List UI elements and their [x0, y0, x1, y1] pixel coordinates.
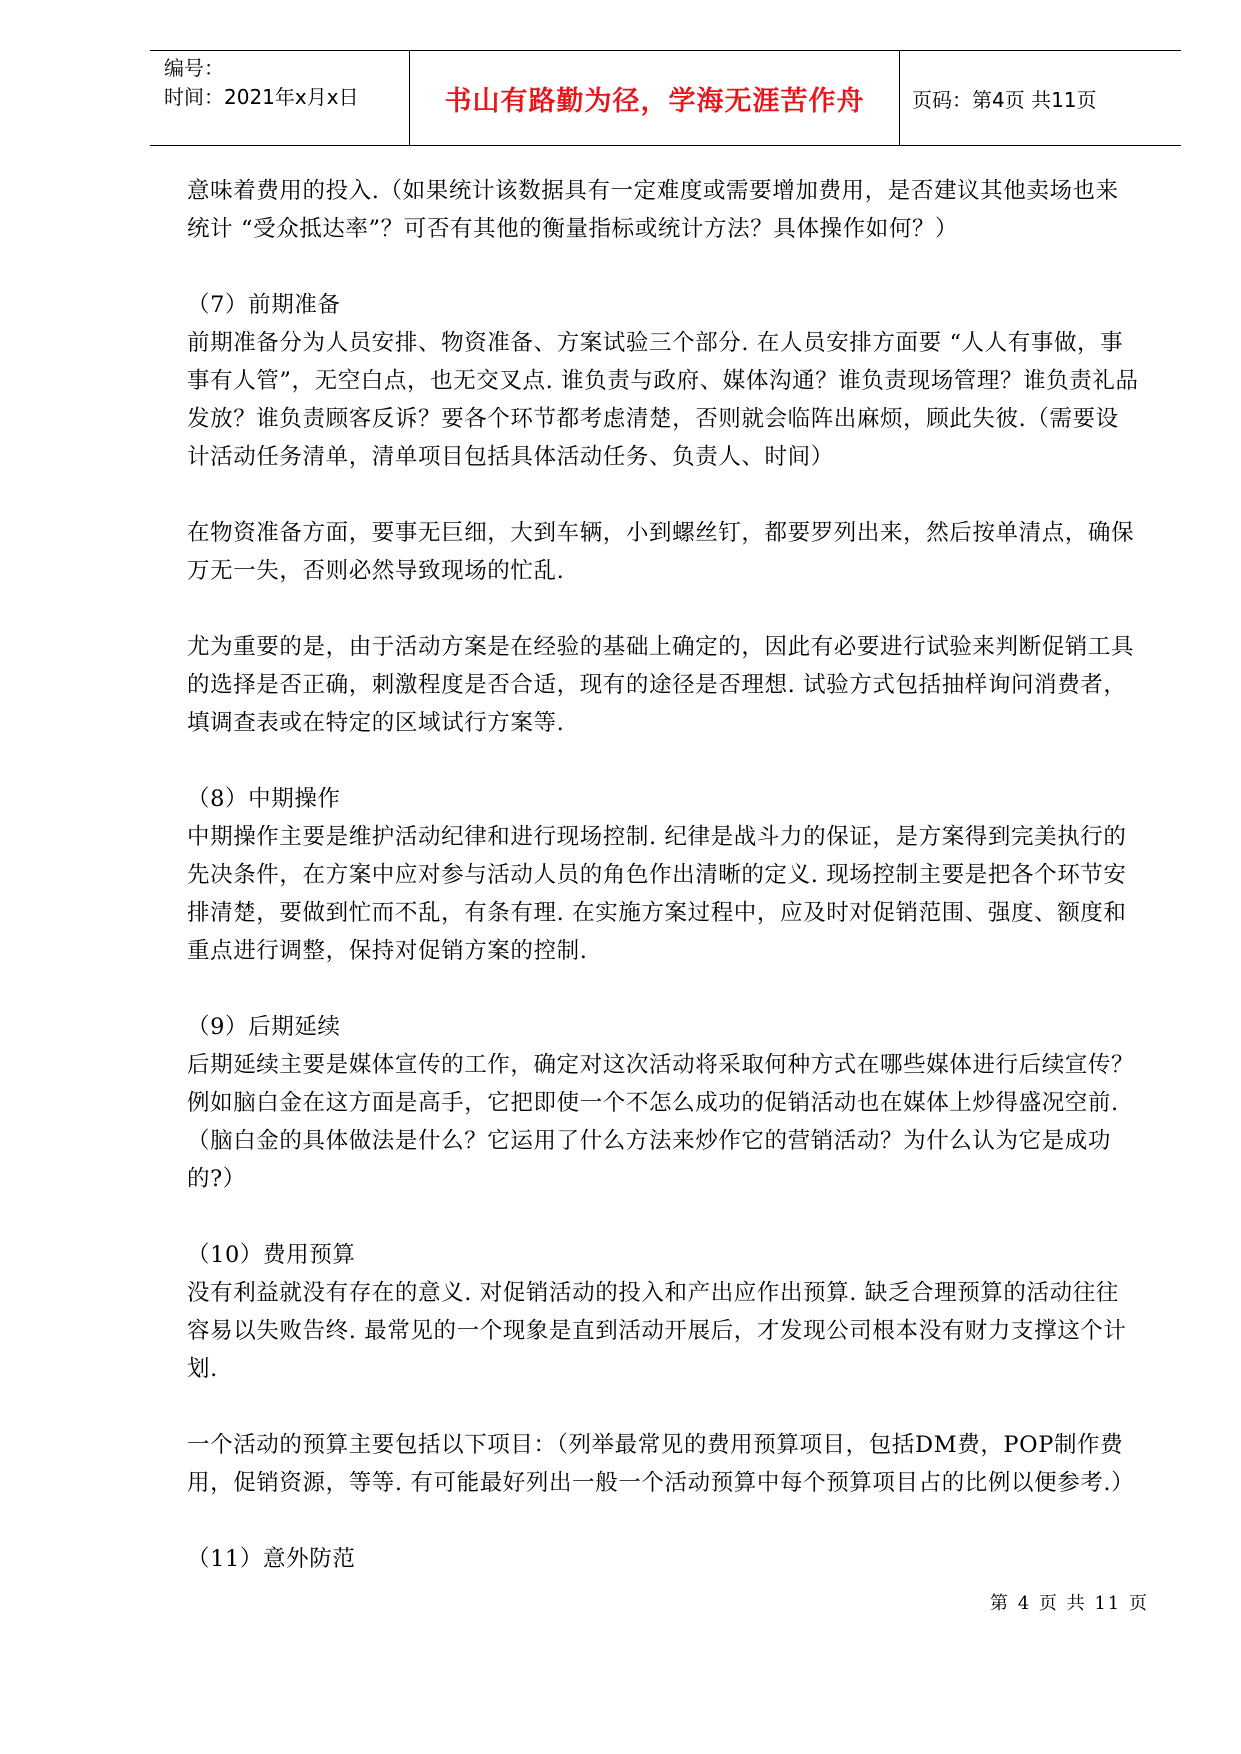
time-label: 时间：2021年x月x日 — [164, 85, 359, 109]
section-heading: （10）费用预算 — [187, 1242, 356, 1268]
page-footer: 第 4 页 共 11 页 — [990, 1593, 1149, 1614]
section-heading: （11）意外防范 — [187, 1546, 356, 1572]
page-label: 页码：第4页 共11页 — [912, 87, 1097, 112]
section-heading: （7）前期准备 — [187, 292, 341, 318]
section-heading: （8）中期操作 — [187, 786, 341, 812]
paragraph: 意味着费用的投入.（如果统计该数据具有一定难度或需要增加费用，是否建议其他卖场也来统计 “受众抵达率”？可否有其他的衡量指标或统计方法？具体操作如何？） — [187, 178, 1119, 242]
section-heading: （9）后期延续 — [187, 1014, 341, 1040]
paragraph: 尤为重要的是，由于活动方案是在经验的基础上确定的，因此有必要进行试验来判断促销工具的选择是否正确，刺激程度是否合适，现有的途径是否理想. 试验方式包括抽样询问消费者，填调查表或在特定的区域试行方案等. — [187, 634, 1135, 736]
header-page-cell — [900, 51, 1181, 145]
page-header — [150, 50, 1181, 146]
paragraph: 后期延续主要是媒体宣传的工作，确定对这次活动将采取何种方式在哪些媒体进行后续宣传？例如脑白金在这方面是高手，它把即使一个不怎么成功的促销活动也在媒体上炒得盛况空前.（脑白金的具体做法是什么？它运用了什么方法来炒作它的营销活动？为什么认为它是成功的?） — [187, 1052, 1135, 1192]
number-label: 编号： — [164, 56, 224, 80]
header-motto-cell — [410, 51, 900, 145]
paragraph: 前期准备分为人员安排、物资准备、方案试验三个部分. 在人员安排方面要 “人人有事做，事事有人管”，无空白点，也无交叉点. 谁负责与政府、媒体沟通？谁负责现场管理？谁负责礼品发放？谁负责顾客反诉？要各个环节都考虑清楚，否则就会临阵出麻烦，顾此失彼.（需要设计活动任务清单，清单项目包括具体活动任务、负责人、时间） — [187, 330, 1139, 470]
header-meta — [150, 51, 410, 145]
motto: 书山有路勤为径，学海无涯苦作舟 — [444, 85, 865, 117]
paragraph: 没有利益就没有存在的意义. 对促销活动的投入和产出应作出预算. 缺乏合理预算的活动往往容易以失败告终. 最常见的一个现象是直到活动开展后，才发现公司根本没有财力支撑这个计划. — [187, 1280, 1127, 1382]
paragraph: 在物资准备方面，要事无巨细，大到车辆，小到螺丝钉，都要罗列出来，然后按单清点，确保万无一失，否则必然导致现场的忙乱. — [187, 520, 1135, 584]
paragraph: 中期操作主要是维护活动纪律和进行现场控制. 纪律是战斗力的保证，是方案得到完美执行的先决条件，在方案中应对参与活动人员的角色作出清晰的定义. 现场控制主要是把各个环节安排清楚，要做到忙而不乱，有条有理. 在实施方案过程中，应及时对促销范围、强度、额度和重点进行调整，保持对促销方案的控制. — [187, 824, 1127, 964]
document-body — [187, 172, 1139, 1578]
paragraph: 一个活动的预算主要包括以下项目：（列举最常见的费用预算项目，包括DM费，POP制作费用，促销资源，等等. 有可能最好列出一般一个活动预算中每个预算项目占的比例以便参考.） — [187, 1432, 1135, 1496]
